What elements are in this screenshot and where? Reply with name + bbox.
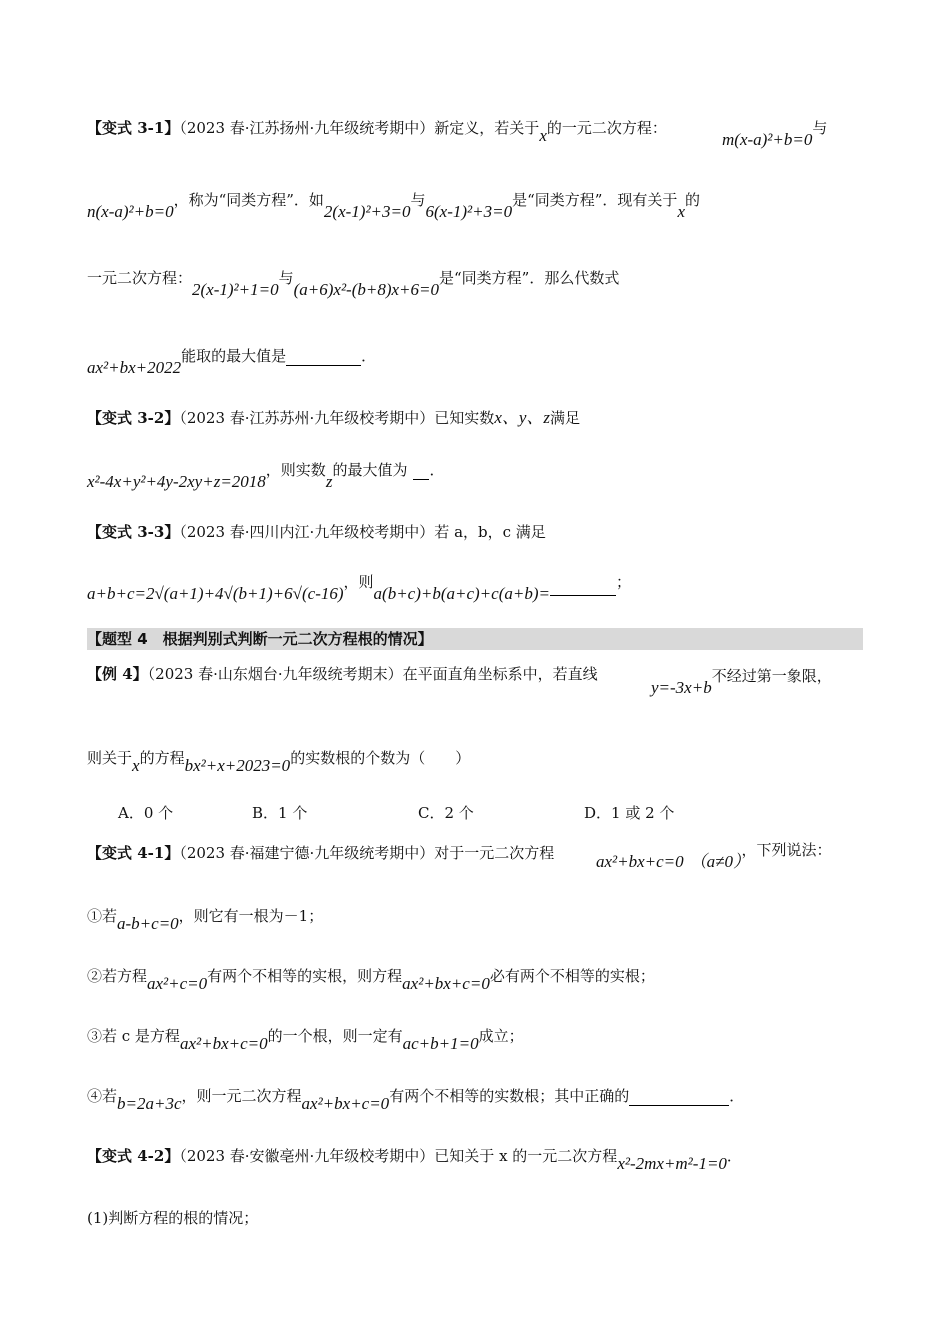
v41-answer-blank (629, 1105, 729, 1106)
v41-s4-a: ④若 (87, 1087, 118, 1105)
v32-line2 (87, 461, 445, 492)
v33-source: （2023 春·四川内江·九年级校考期中）若 a，b，c 满足 (179, 523, 546, 541)
v42-line1 (87, 1146, 742, 1173)
v31-line2 (87, 191, 700, 222)
v33-line1 (87, 522, 546, 542)
v31-tag: 【变式 3-1】 (87, 119, 180, 137)
v41-s4-b: ，则一元二次方程 (181, 1087, 302, 1105)
v41-cond: （a≠0） (689, 852, 742, 871)
ex4-text3: 的方程 (139, 749, 185, 767)
v41-statement-1 (87, 906, 324, 933)
v41-s2-c: 必有两个不相等的实根； (489, 967, 655, 985)
v41-s2-b: 有两个不相等的实根，则方程 (207, 967, 403, 985)
v41-s3-eq2: ac+b+1=0 (402, 1034, 479, 1053)
v42-source: （2023 春·安徽亳州·九年级校考期中）已知关于 x 的一元二次方程 (179, 1147, 618, 1165)
v33-eq2: a(b+c)+b(a+c)+c(a+b)= (373, 584, 550, 603)
v41-s3-c: 成立； (478, 1027, 524, 1045)
v31-var-x2: x (677, 202, 685, 221)
v41-statement-2 (87, 966, 655, 993)
v31-text3: 是“同类方程”．现有关于 (512, 191, 678, 209)
ex4-eq1-line (651, 667, 832, 698)
v41-end: ． (729, 1087, 745, 1105)
ex4-tag: 【例 4】 (87, 665, 148, 683)
v31-eq5: 2(x-1)²+1=0 (192, 280, 279, 299)
v41-s3-b: 的一个根，则一定有 (267, 1027, 403, 1045)
v32-answer-blank (413, 479, 429, 480)
ex4-eq2: bx²+x+2023=0 (184, 756, 291, 775)
v41-statement-4 (87, 1086, 745, 1113)
v41-eq: ax²+bx+c=0 (596, 852, 684, 871)
ex4-line2 (87, 748, 471, 775)
v32-text3: 的最大值为 (332, 461, 408, 479)
v41-line1 (87, 843, 554, 863)
ex4-option-a: A．0 个 (118, 804, 174, 822)
ex4-option-c: C．2 个 (418, 804, 474, 822)
v31-line3 (87, 269, 620, 300)
v32-source: （2023 春·江苏苏州·九年级校考期中）已知实数 (179, 409, 495, 427)
v41-s4-eq2: ax²+bx+c=0 (301, 1094, 390, 1113)
v33-answer-blank (550, 595, 616, 596)
v32-vars: x、y、z (494, 408, 551, 427)
v31-text6: 是“同类方程”．那么代数式 (439, 269, 620, 287)
ex4-text2: 则关于 (87, 749, 133, 767)
v33-eq: a+b+c=2√(a+1)+4√(b+1)+6√(c-16) (87, 584, 344, 603)
v32-text2: ，则实数 (265, 461, 326, 479)
v41-s2-a: ②若方程 (87, 967, 148, 985)
v31-eq6: (a+6)x²-(b+8)x+6=0 (293, 280, 439, 299)
v32-eq: x²-4x+y²+4y-2xy+z=2018 (87, 472, 266, 491)
v31-text1: 的一元二次方程： (546, 119, 667, 137)
ex4-text4: 的实数根的个数为（ ） (290, 749, 471, 767)
v31-end: ． (361, 347, 377, 365)
v31-eq2: n(x-a)²+b=0 (87, 202, 174, 221)
v41-statement-3 (87, 1026, 524, 1053)
v31-eq7: ax²+bx+2022 (87, 358, 182, 377)
v33-end: ； (615, 573, 631, 591)
v31-yu2: 与 (410, 191, 426, 209)
v31-text4: 的 (684, 191, 700, 209)
ex4-option-d: D．1 或 2 个 (584, 804, 675, 822)
v41-s3-eq: ax²+bx+c=0 (179, 1034, 268, 1053)
ex4-eq1: y=-3x+b (651, 678, 712, 697)
v31-answer-blank (286, 365, 361, 366)
v31-source: （2023 春·江苏扬州·九年级统考期中）新定义，若关于 (179, 119, 540, 137)
v33-text1: ，则 (343, 573, 374, 591)
v42-end: ． (726, 1147, 742, 1165)
v41-s1-eq: a-b+c=0 (117, 914, 179, 933)
v41-s2-eq2: ax²+bx+c=0 (402, 974, 490, 993)
v41-source: （2023 春·福建宁德·九年级统考期中）对于一元二次方程 (179, 844, 555, 862)
v31-eq1: m(x-a)²+b=0 (722, 130, 813, 149)
v33-tag: 【变式 3-3】 (87, 523, 180, 541)
v31-line1 (87, 118, 667, 145)
v41-s4-eq: b=2a+3c (117, 1094, 182, 1113)
v41-s1-b: ，则它有一根为－1； (178, 907, 324, 925)
v41-s1-a: ①若 (87, 907, 118, 925)
v32-end: ． (429, 461, 445, 479)
v42-question-1: (1)判断方程的根的情况； (87, 1209, 259, 1227)
v41-s2-eq: ax²+c=0 (147, 974, 208, 993)
v32-var-z: z (325, 472, 333, 491)
v42-tag: 【变式 4-2】 (87, 1147, 180, 1165)
ex4-source: （2023 春·山东烟台·九年级统考期末）在平面直角坐标系中，若直线 (147, 665, 598, 683)
v32-line1 (87, 408, 580, 428)
v33-line2 (87, 573, 631, 604)
v31-text5: 一元二次方程： (87, 269, 193, 287)
v31-eq3: 2(x-1)²+3=0 (323, 202, 411, 221)
v31-eq1-line (722, 119, 828, 150)
v32-text1: 满足 (550, 409, 581, 427)
v31-text2: ，称为“同类方程”．如 (173, 191, 324, 209)
v31-yu1: 与 (812, 119, 828, 137)
v32-tag: 【变式 3-2】 (87, 409, 180, 427)
ex4-text1: 不经过第一象限， (711, 667, 832, 685)
v31-yu3: 与 (278, 269, 294, 287)
v41-s4-c: 有两个不相等的实数根；其中正确的 (389, 1087, 630, 1105)
v42-eq: x²-2mx+m²-1=0 (617, 1154, 727, 1173)
v31-eq4: 6(x-1)²+3=0 (425, 202, 513, 221)
v31-var-x: x (539, 126, 547, 145)
ex4-option-b: B．1 个 (252, 804, 308, 822)
v31-line4 (87, 347, 377, 378)
v41-text1: ，下列说法： (741, 841, 832, 859)
section-heading: 【题型 4 根据判别式判断一元二次方程根的情况】 (87, 628, 863, 650)
v31-text7: 能取的最大值是 (181, 347, 287, 365)
ex4-var-x: x (132, 756, 140, 775)
v41-tag: 【变式 4-1】 (87, 844, 180, 862)
v41-s3-a: ③若 c 是方程 (87, 1027, 180, 1045)
v41-eq-line (596, 841, 832, 872)
ex4-line1 (87, 664, 598, 684)
